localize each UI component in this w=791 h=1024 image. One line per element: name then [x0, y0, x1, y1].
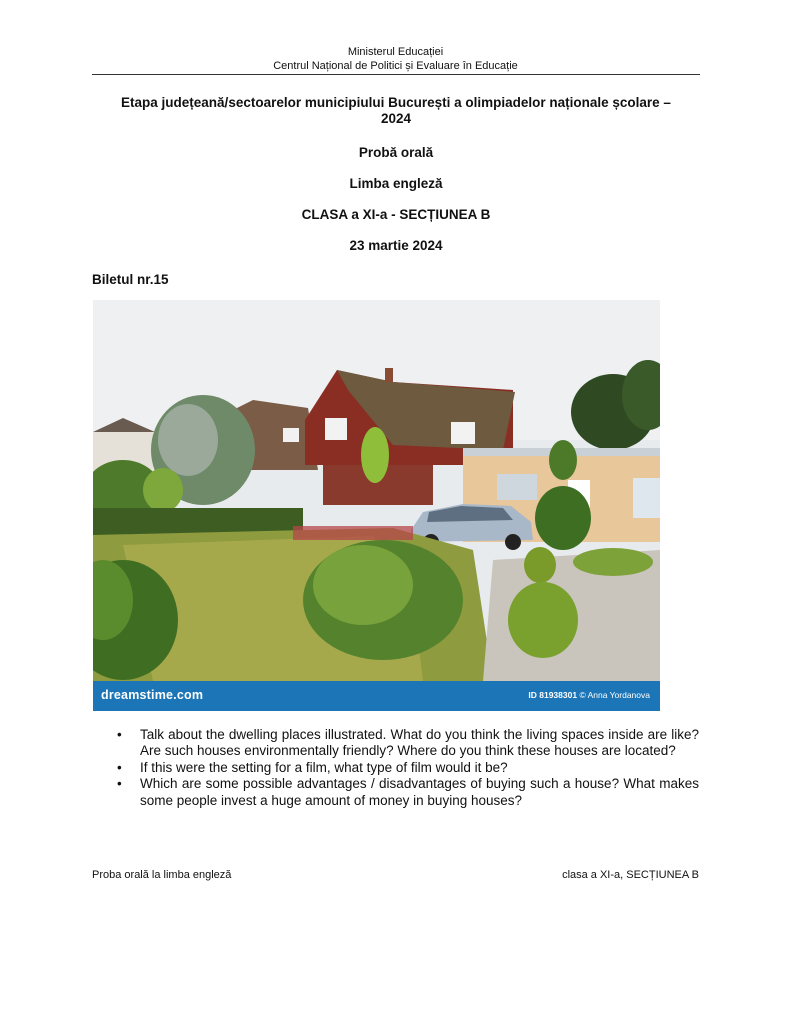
watermark-bar — [93, 681, 660, 711]
subject: Limba engleză — [349, 176, 443, 191]
photo-credit-author: © Anna Yordanova — [579, 690, 650, 700]
exam-date: 23 martie 2024 — [349, 238, 443, 253]
question-text: Which are some possible advantages / disadvantages of buying such a house? What makes some people invest a huge amount of money in buying houses? — [140, 776, 699, 808]
class-section: CLASA a XI-a - SECȚIUNEA B — [301, 207, 491, 222]
house-photo-illustration — [93, 300, 660, 681]
header-ministry: Ministerul Educației — [347, 46, 444, 58]
exam-title — [92, 95, 700, 127]
watermark-brand: dreamstime.com — [101, 688, 204, 702]
question-list — [117, 727, 699, 809]
question-text: If this were the setting for a film, what type of film would it be? — [140, 759, 508, 775]
list-item — [117, 760, 699, 776]
photo-credit-id: ID 81938301 — [528, 690, 578, 700]
footer-right: clasa a XI-a, SECȚIUNEA B — [562, 869, 699, 881]
exam-title-line2: 2024 — [380, 111, 412, 126]
house-photo — [93, 300, 660, 711]
header-center: Centrul Național de Politici și Evaluare în Educație — [273, 60, 518, 72]
bullet-icon: • — [117, 759, 122, 775]
exam-title-line1: Etapa județeană/sectoarelor municipiului București a olimpiadelor naționale școlare – — [121, 95, 671, 110]
footer-left: Proba orală la limba engleză — [92, 869, 232, 881]
list-item — [117, 776, 699, 809]
bullet-icon: • — [117, 727, 122, 742]
list-item — [117, 727, 699, 760]
question-text: Talk about the dwelling places illustrated. What do you think the living spaces inside are like? Are such houses environmentally friendly? Where do you think these houses are located? — [140, 727, 699, 759]
test-type: Probă orală — [358, 145, 434, 160]
photo-credit — [528, 690, 650, 700]
bullet-icon: • — [117, 776, 122, 792]
header-divider — [92, 74, 700, 75]
ticket-number: Biletul nr.15 — [92, 272, 169, 287]
